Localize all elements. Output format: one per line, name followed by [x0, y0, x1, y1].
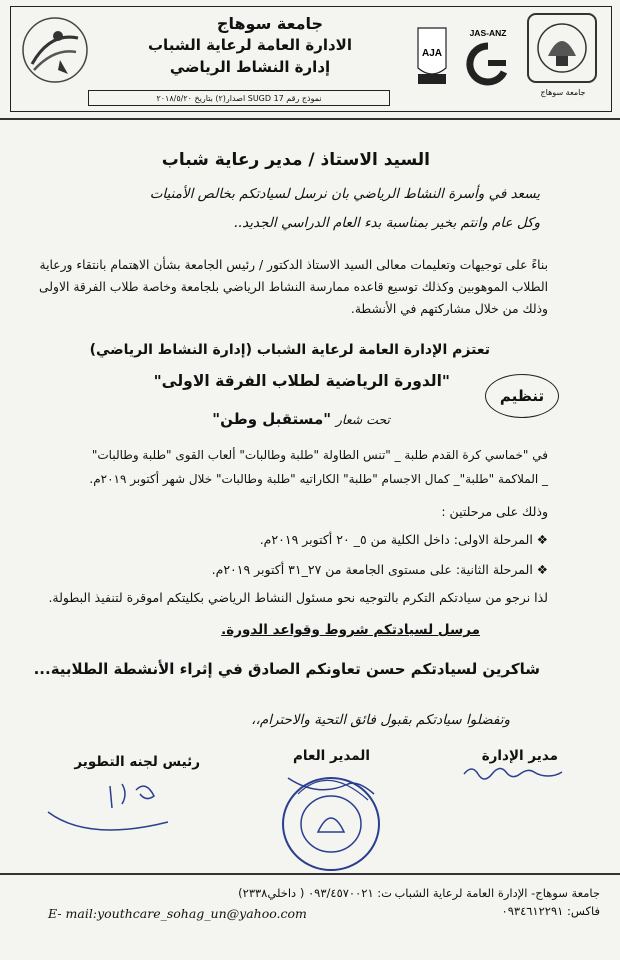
header-divider	[0, 118, 620, 120]
sports-activity-logo-icon	[20, 12, 90, 92]
attached-rules-note: مرسل لسيادتكم شروط وقواعد الدورة.	[221, 622, 480, 638]
signature-title-general-manager: المدير العام	[293, 748, 370, 764]
footer-fax: فاكس: ٠٩٣٤٦١٢٢٩١	[501, 904, 600, 918]
footer-department: جامعة سوهاج- الإدارة العامة لرعاية الشباب	[394, 886, 600, 900]
slogan-text: "مستقبل وطن"	[212, 410, 332, 428]
department-manager-signature-icon	[458, 760, 568, 786]
seal-caption: جامعة سوهاج	[540, 88, 586, 97]
general-department-name: الادارة العامة لرعاية الشباب	[147, 36, 352, 54]
signature-title-department-manager: مدير الإدارة	[481, 748, 558, 764]
official-stamp-icon	[278, 774, 384, 874]
addressee: السيد الاستاذ / مدير رعاية شباب	[161, 150, 430, 170]
jas-label: JAS-ANZ	[469, 28, 507, 38]
university-name: جامعة سوهاج	[216, 14, 324, 33]
greeting-line-2: وكل عام وانتم بخير بمناسبة بدء العام الدراسي الجديد..	[233, 215, 540, 231]
tanzim-badge: تنظيم	[485, 374, 559, 418]
signature-title-committee-head: رئيس لجنه التطوير	[74, 754, 200, 770]
slogan-prefix: تحت شعار	[335, 412, 390, 427]
organizer-line: تعتزم الإدارة العامة لرعاية الشباب (إدارة النشاط الرياضي)	[89, 342, 490, 358]
greeting-line-1: يسعد في وأسرة النشاط الرياضي بان نرسل لسيادتكم بخالص الأمنيات	[149, 186, 540, 202]
sports-department-name: إدارة النشاط الرياضي	[169, 58, 331, 76]
request-line: لذا نرجو من سيادتكم التكرم بالتوجيه نحو مسئول النشاط الرياضي بكليتكم اموقرة لتنفيذ البطولة.	[48, 590, 548, 605]
closing-line: وتفضلوا سيادتكم بقبول فائق التحية والاحترام،،	[251, 712, 510, 728]
intro-paragraph: بناءً على توجيهات وتعليمات معالى السيد الاستاذ الدكتور / رئيس الجامعة بشأن الاهتمام بانتقاء ورعاية الطلاب الموهوبين وكذلك توسيع قاعده ممارسة النشاط الرياضي بلجامعة وخاصة طلاب الفرقة الاولى وذلك من خلال مشاركتهم في الأنشطة.	[39, 258, 548, 316]
games-line-1: في "خماسي كرة القدم طلبة _ "تنس الطاولة "طلبة وطالبات" ألعاب القوى "طلبة وطالبات"	[91, 448, 548, 462]
committee-head-signature-icon	[40, 772, 190, 832]
form-number: نموذج رقم SUGD 17 اصدار(٢) بتاريخ ٢٠١٨/٥/٢٠	[88, 90, 390, 106]
aja-certification-icon	[414, 24, 450, 90]
course-title: "الدورة الرياضية لطلاب الفرقة الاولى"	[153, 372, 450, 390]
jas-anz-certification-icon	[458, 24, 518, 90]
slogan-line	[212, 410, 390, 428]
footer-phone: ت: ٠٩٣/٤٥٧٠٠٢١ ( داخلي٢٣٣٨)	[238, 886, 392, 900]
thanks-line: شاكرين لسيادتكم حسن تعاونكم الصادق في إثراء الأنشطة الطلابية...	[33, 660, 540, 678]
aja-label: AJA	[421, 48, 443, 59]
university-seal-icon	[526, 12, 598, 84]
footer-divider	[0, 873, 620, 875]
footer-email: E- mail:youthcare_sohag_un@yahoo.com	[48, 906, 307, 921]
games-line-2: _ الملاكمة "طلبة"_ كمال الاجسام "طلبة" الكاراتيه "طلبة وطالبات" خلال شهر أكتوبر ٢٠١٩م.	[89, 472, 548, 486]
stages-intro: وذلك على مرحلتين :	[441, 504, 548, 519]
stage-1: ❖ المرحلة الاولى: داخل الكلية من ٥_ ٢٠ أكتوبر ٢٠١٩م.	[259, 532, 548, 547]
stage-2: ❖ المرحلة الثانية: على مستوى الجامعة من ٢٧_٣١ أكتوبر ٢٠١٩م.	[211, 562, 548, 577]
